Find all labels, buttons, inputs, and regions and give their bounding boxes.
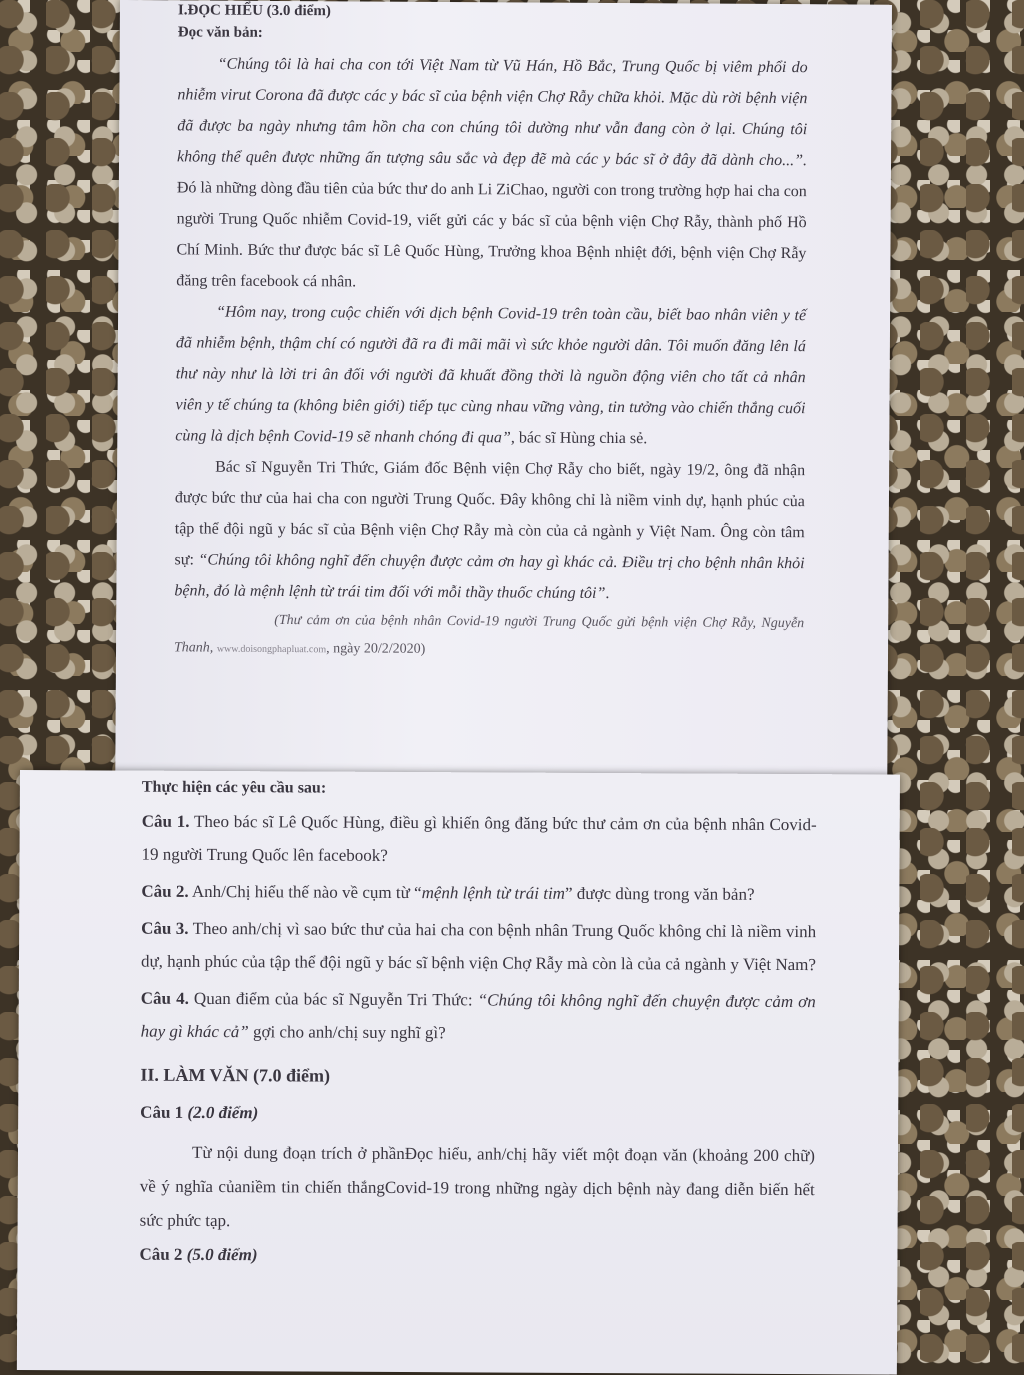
exam-page-bottom (17, 770, 900, 1375)
writing-q2-score: (5.0 điểm) (186, 1244, 258, 1265)
passage-end-3: . (605, 584, 610, 603)
source-site: www.doisongphapluat.com (216, 643, 327, 656)
question-1 (141, 805, 816, 875)
question-2 (141, 875, 816, 912)
questions-section (139, 779, 817, 1282)
read-label: Đọc văn bản: (177, 24, 263, 41)
question-3-number: Câu 3. (141, 918, 189, 938)
question-4 (141, 982, 816, 1052)
question-3 (141, 912, 816, 982)
reading-section (174, 0, 808, 667)
writing-question-1-label (140, 1100, 815, 1130)
source-citation (174, 606, 804, 667)
heading-text: I.ĐỌC HIỂU (177, 2, 264, 19)
question-4-post: gợi cho anh/chị suy nghĩ gì? (248, 1022, 446, 1043)
writing-q1-label: Câu 1 (140, 1102, 184, 1122)
passage-text-2: , bác sĩ Hùng chia sẻ. (510, 429, 648, 448)
question-2-phrase: mệnh lệnh từ trái tim (421, 883, 566, 903)
question-3-text: Theo anh/chị vì sao bức thư của hai cha con bệnh nhân Trung Quốc không chỉ là niềm vinh dự, hạnh phúc của tập thể đội ngũ y bác sĩ bệnh viện Chợ Rẫy mà còn là của cả ngành y Việt Nam? (140, 918, 817, 975)
heading-score: (3.0 điểm) (266, 2, 331, 20)
section-heading-writing: II. LÀM VĂN (7.0 điểm) (140, 1064, 331, 1086)
source-date: , ngày 20/2/2020) (326, 641, 426, 657)
section-heading-reading (178, 0, 808, 24)
passage-paragraph-1 (176, 48, 808, 300)
writing-question-2-label (139, 1242, 814, 1272)
question-2-pre: Anh/Chị hiểu thế nào về cụm từ “ (188, 881, 422, 903)
writing-q2-label: Câu 2 (139, 1244, 183, 1264)
question-1-number: Câu 1. (141, 811, 190, 831)
question-1-text: Theo bác sĩ Lê Quốc Hùng, điều gì khiến ông đăng bức thư cảm ơn của bệnh nhân Covid-19 người Trung Quốc lên facebook? (141, 811, 817, 865)
passage-text-3: Bác sĩ Nguyễn Tri Thức, Giám đốc Bệnh viện Chợ Rẫy cho biết, ngày 19/2, ông đã nhận được bức thư của hai cha con người Trung Quốc. Đây không chỉ là niềm vinh dự, hạnh phúc của tập thể đội ngũ y bác sĩ của Bệnh viện Chợ Rẫy mà còn của cả ngành y Việt Nam. Ông còn tâm sự: (174, 458, 806, 569)
writing-question-1-text: Từ nội dung đoạn trích ở phầnĐọc hiểu, anh/chị hãy viết một đoạn văn (khoảng 200 chữ) về ý nghĩa củaniềm tin chiến thắngCovid-19 trong những ngày dịch bệnh này đang diễn biến hết sức phức tạp. (139, 1142, 816, 1231)
passage-quote-3: “Chúng tôi không nghĩ đến chuyện được cảm ơn hay gì khác cả. Điều trị cho bệnh nhân khỏi bệnh, đó là mệnh lệnh từ trái tim đối với mỗi thầy thuốc chúng tôi” (174, 551, 805, 602)
writing-q1-score: (2.0 điểm) (187, 1102, 259, 1123)
tasks-heading: Thực hiện các yêu cầu sau: (141, 778, 327, 797)
source-text: (Thư cảm ơn của bệnh nhân Covid-19 người Trung Quốc gửi bệnh viện Chợ Rẫy, Nguyễn Thanh, (173, 612, 805, 656)
passage-text-1: Đó là những dòng đầu tiên của bức thư do anh Li ZiChao, người con trong trường hợp hai cha con người Trung Quốc nhiễm Covid-19, viết gửi các y bác sĩ của bệnh viện Chợ Rẫy, thành phố Hồ Chí Minh. Bức thư được bác sĩ Lê Quốc Hùng, Trưởng khoa Bệnh nhiệt đới, bệnh viện Chợ Rẫy đăng trên facebook cá nhân. (176, 179, 807, 291)
question-4-number: Câu 4. (140, 988, 189, 1008)
passage-paragraph-2 (175, 296, 806, 455)
question-2-post: ” được dùng trong văn bản? (564, 883, 755, 904)
question-4-pre: Quan điểm của bác sĩ Nguyễn Tri Thức: (188, 988, 478, 1010)
passage-quote-1: “Chúng tôi là hai cha con tới Việt Nam từ Vũ Hán, Hồ Bắc, Trung Quốc bị viêm phổi do nhiễm virut Corona đã được các y bác sĩ của bệnh viện Chợ Rẫy chữa khỏi. Mặc dù rời bệnh viện đã được ba ngày nhưng tâm hồn cha con chúng tôi dường như vẫn đang còn ở lại. Chúng tôi không thể quên được những ấn tượng sâu sắc và đẹp đẽ mà các y bác sĩ ở đây đã dành cho...”. (176, 55, 808, 170)
passage-quote-2: “Hôm nay, trong cuộc chiến với dịch bệnh Covid-19 trên toàn cầu, biết bao nhân viên y tế đã nhiễm bệnh, thậm chí có người đã ra đi mãi mãi vì sức khỏe người dân. Tôi muốn đăng lên lá thư này như là lời tri ân đối với người đã khuất đồng thời là nguồn động viên cho tất cả nhân viên y tế chúng ta (không biên giới) tiếp tục cùng nhau vững vàng, tin tưởng vào chiến thắng cuối cùng là dịch bệnh Covid-19 sẽ nhanh chóng đi qua” (175, 303, 807, 447)
passage-paragraph-3 (174, 451, 805, 610)
exam-page-top (115, 0, 892, 795)
question-4-quote: “Chúng tôi không nghĩ đến chuyện được cảm ơn hay gì khác cả” (140, 990, 816, 1042)
question-2-number: Câu 2. (141, 881, 189, 901)
